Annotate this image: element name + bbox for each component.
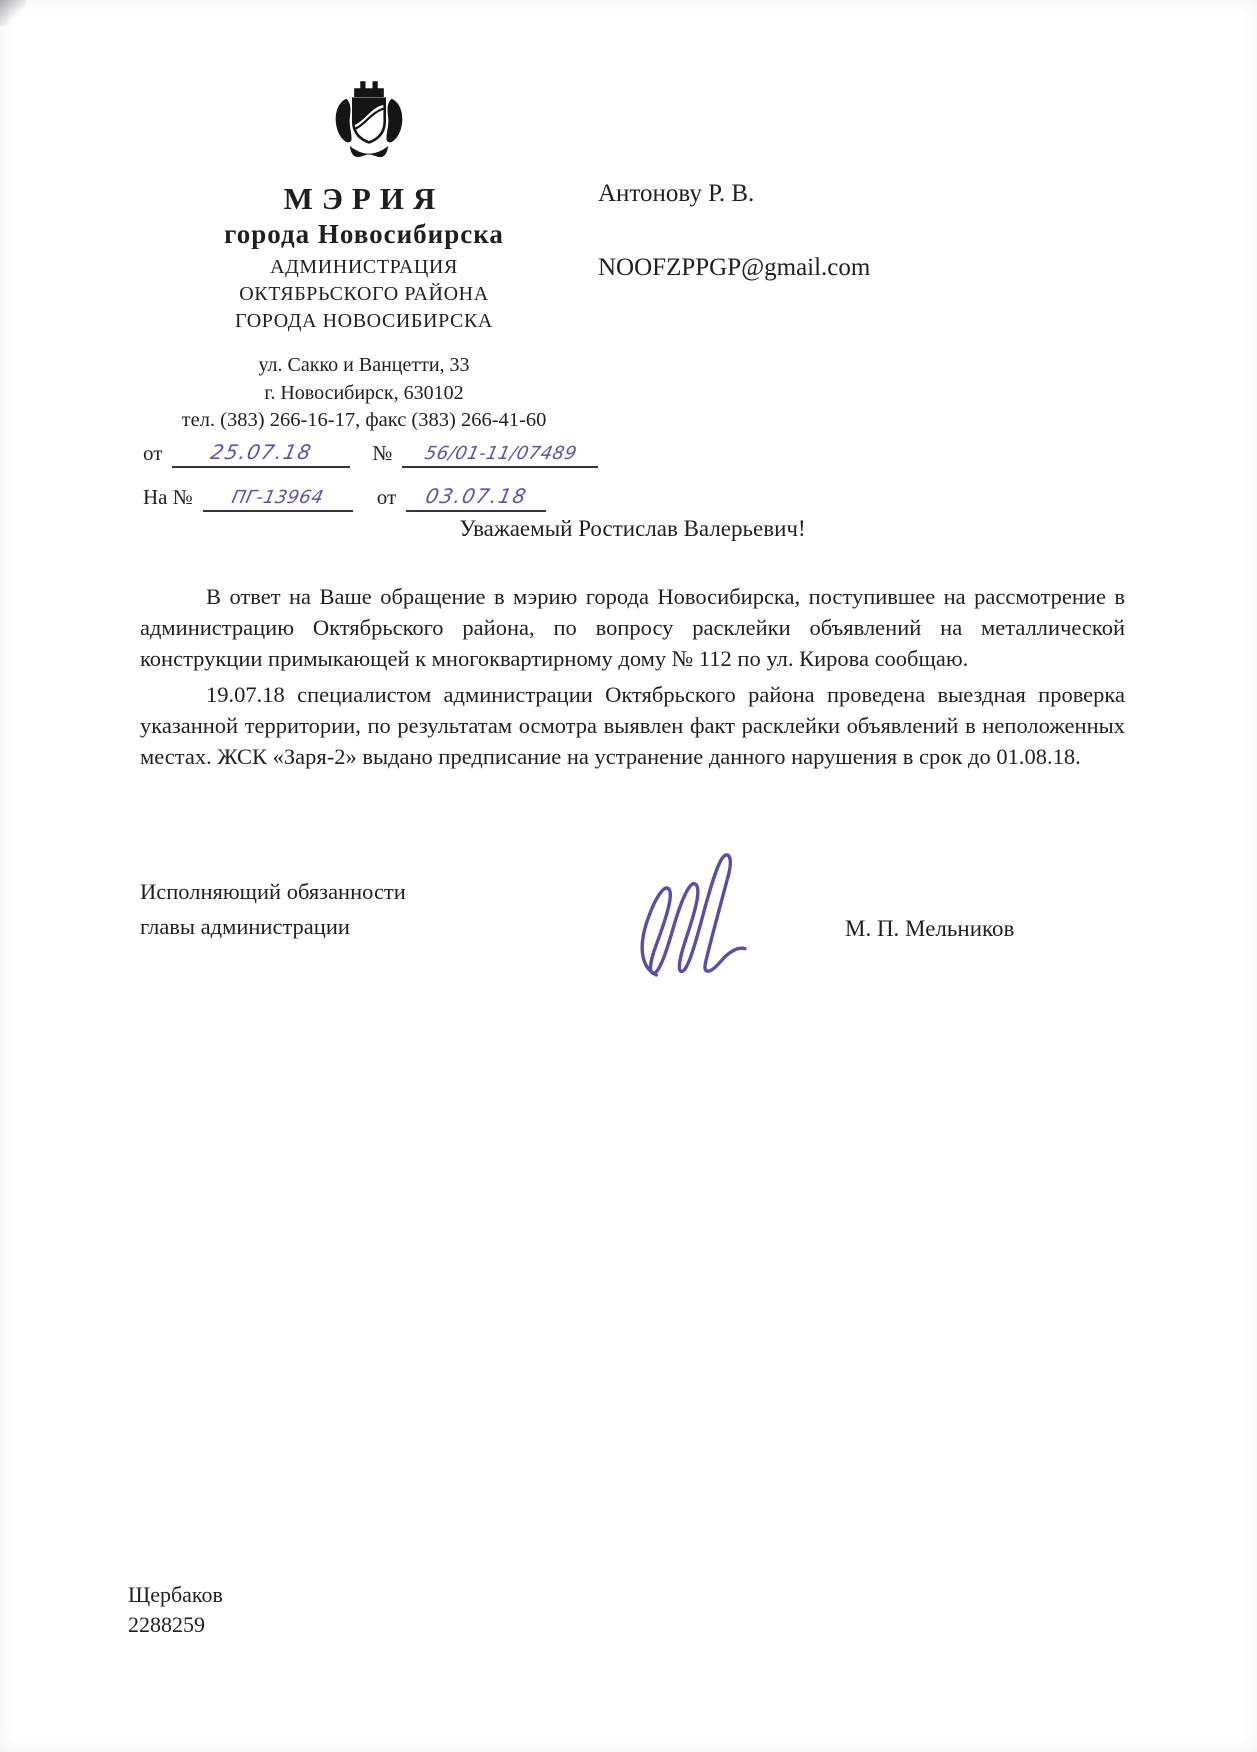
salutation: Уважаемый Ростислав Валерьевич!: [459, 516, 806, 541]
signer-position: [140, 874, 406, 944]
ref-number-label: №: [372, 441, 393, 465]
ref-reply-number-value: ПГ-13964: [229, 487, 326, 508]
ref-reply-number-slot: [203, 484, 353, 512]
ref-date-slot: [172, 440, 350, 468]
body-paragraph-1: В ответ на Ваше обращение в мэрию города Новосибирска, поступившее на рассмотрение в администрацию Октябрьского района, по вопросу расклейки объявлений на металлической конструкции примыкающей к многоквартирному дому № 112 по ул. Кирова сообщаю.: [140, 584, 1125, 671]
org-subtitle: города Новосибирска: [224, 219, 504, 249]
ref-reply-from-label: от: [376, 485, 397, 509]
letter-body: [140, 581, 1125, 772]
body-paragraph-2: 19.07.18 специалистом администрации Октябрьского района проведена выездная проверка указанной территории, по результатам осмотра выявлен факт расклейки объявлений в неположенных местах. ЖСК «Заря-2» выдано предписание на устранение данного нарушения в срок до 01.08.18.: [140, 682, 1125, 769]
reference-row-outgoing: [143, 440, 608, 468]
org-title: МЭРИЯ: [283, 181, 445, 216]
executor-phone: 2288259: [128, 1612, 205, 1637]
ref-reply-label: На №: [143, 485, 193, 509]
ref-date-value: 25.07.18: [208, 440, 315, 464]
ref-from-label: от: [143, 441, 163, 465]
contact-line: тел. (383) 266-16-17, факс (383) 266-41-60: [181, 409, 547, 431]
dept-line-2: ОКТЯБРЬСКОГО РАЙОНА: [239, 283, 489, 305]
ref-number-slot: [402, 440, 598, 468]
signer-position-line-2: главы администрации: [140, 914, 350, 939]
ref-reply-date-slot: [406, 484, 546, 512]
executor-name: Щербаков: [128, 1582, 223, 1607]
scan-artifact: [0, 0, 26, 26]
dept-line-3: ГОРОДА НОВОСИБИРСКА: [235, 310, 493, 332]
address-line-1: ул. Сакко и Ванцетти, 33: [258, 354, 470, 376]
recipient-name: Антонову Р. В.: [598, 180, 755, 207]
recipient-email: NOOFZPPGP@gmail.com: [598, 254, 871, 281]
executor-block: [128, 1580, 223, 1640]
signer-name: М. П. Мельников: [845, 916, 1015, 941]
signer-position-line-1: Исполняющий обязанности: [140, 879, 406, 904]
ref-number-value: 56/01-11/07489: [422, 443, 579, 464]
reference-row-incoming: [143, 484, 556, 512]
dept-line-1: АДМИНИСТРАЦИЯ: [270, 256, 458, 278]
address-line-2: г. Новосибирск, 630102: [264, 382, 464, 404]
ref-reply-date-value: 03.07.18: [423, 484, 530, 508]
handwritten-signature: [628, 833, 760, 985]
coat-of-arms-icon: [322, 76, 416, 172]
